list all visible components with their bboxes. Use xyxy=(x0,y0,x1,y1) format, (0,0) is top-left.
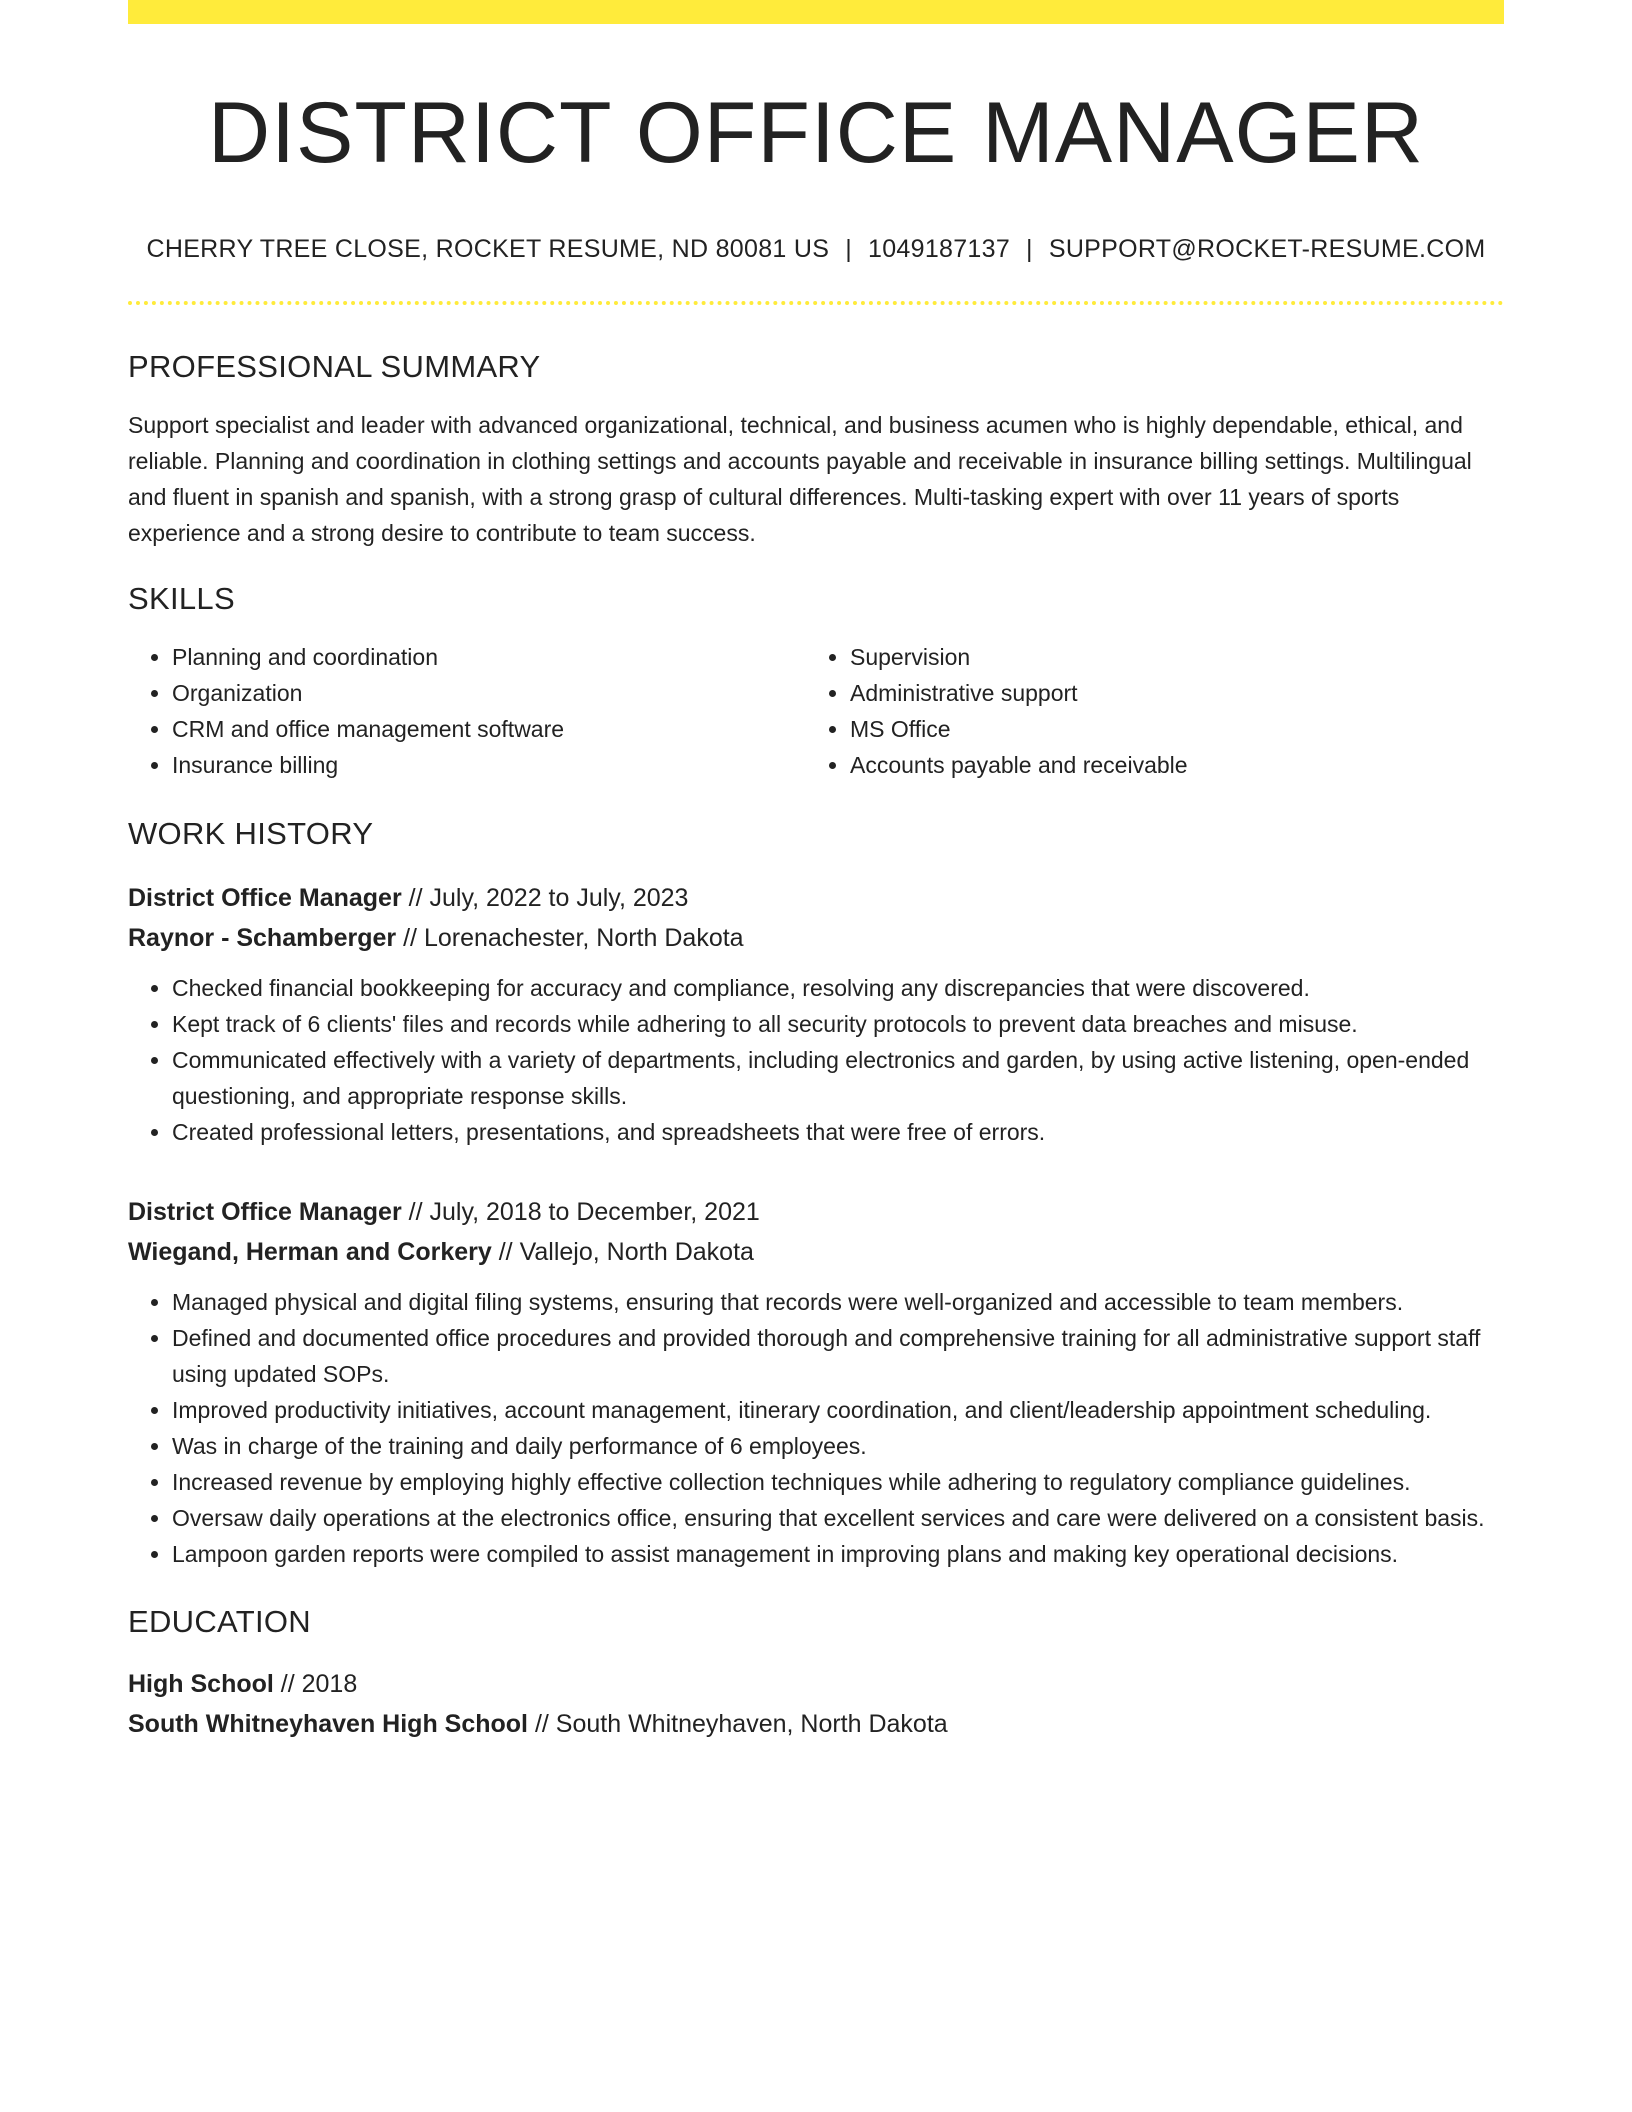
contact-phone: 1049187137 xyxy=(868,234,1011,263)
contact-separator: | xyxy=(845,234,852,263)
job-bullets xyxy=(128,970,1504,1150)
summary-text: Support specialist and leader with advanced organizational, technical, and business acumen who is highly dependable, ethical, and reliable. Planning and coordination in clothing settings and accounts payable and receivable in insurance billing settings. Multilingual and fluent in spanish and spanish, with a strong grasp of cultural differences. Multi-tasking expert with over 11 years of sports experience and a strong desire to contribute to team success. xyxy=(128,411,1472,546)
education-school: South Whitneyhaven High School xyxy=(128,1709,528,1738)
work-history-heading: WORK HISTORY xyxy=(128,815,374,851)
education-degree: High School xyxy=(128,1669,274,1698)
job-delimiter: // xyxy=(401,1197,430,1226)
skill-item: • CRM and office management software xyxy=(172,711,806,747)
job-bullet: • Was in charge of the training and daily performance of 6 employees. xyxy=(172,1428,1504,1464)
job-company: Wiegand, Herman and Corkery xyxy=(128,1237,492,1266)
job-company: Raynor - Schamberger xyxy=(128,923,397,952)
education-location: South Whitneyhaven, North Dakota xyxy=(555,1709,948,1738)
skill-item: • Insurance billing xyxy=(172,747,806,783)
skill-item: • Planning and coordination xyxy=(172,639,806,675)
job-delimiter: // xyxy=(396,923,424,952)
job-role: District Office Manager xyxy=(128,1197,402,1226)
skill-item: • MS Office xyxy=(850,711,1504,747)
education-year: 2018 xyxy=(301,1669,358,1698)
job-bullet: • Increased revenue by employing highly effective collection techniques while adhering to regulatory compliance guidelines. xyxy=(172,1464,1504,1500)
skill-item: • Accounts payable and receivable xyxy=(850,747,1504,783)
job-bullet: • Communicated effectively with a variety of departments, including electronics and garden, by using active listening, open-ended questioning, and appropriate response skills. xyxy=(172,1042,1504,1114)
dotted-divider xyxy=(128,301,1504,305)
education-heading: EDUCATION xyxy=(128,1603,311,1639)
skills-list xyxy=(128,639,1504,783)
job-location: Lorenachester, North Dakota xyxy=(423,923,744,952)
job-location: Vallejo, North Dakota xyxy=(519,1237,754,1266)
contact-address: CHERRY TREE CLOSE, ROCKET RESUME, ND 80081 US xyxy=(146,234,830,263)
job-delimiter: // xyxy=(491,1237,520,1266)
job-dates: July, 2022 to July, 2023 xyxy=(429,883,689,912)
job-bullet: • Managed physical and digital filing systems, ensuring that records were well-organized and accessible to team members. xyxy=(172,1284,1504,1320)
job-role-line xyxy=(128,1192,1504,1232)
job-role: District Office Manager xyxy=(128,883,402,912)
resume-page xyxy=(128,0,1504,1744)
education-delimiter: // xyxy=(273,1669,302,1698)
job-bullet: • Improved productivity initiatives, account management, itinerary coordination, and client/leadership appointment scheduling. xyxy=(172,1392,1504,1428)
skill-item: • Organization xyxy=(172,675,806,711)
contact-email: SUPPORT@ROCKET-RESUME.COM xyxy=(1048,234,1486,263)
education-entry xyxy=(128,1664,1504,1744)
skills-column-right xyxy=(806,639,1504,783)
job-role-line xyxy=(128,878,1504,918)
education-delimiter: // xyxy=(528,1709,556,1738)
job-company-line xyxy=(128,1232,1504,1272)
skills-column-left xyxy=(128,639,806,783)
education-degree-line xyxy=(128,1664,1504,1704)
contact-separator: | xyxy=(1026,234,1033,263)
job-entry xyxy=(128,1192,1504,1572)
job-bullet: • Kept track of 6 clients' files and records while adhering to all security protocols to prevent data breaches and misuse. xyxy=(172,1006,1504,1042)
job-bullet: • Oversaw daily operations at the electronics office, ensuring that excellent services and care were delivered on a consistent basis. xyxy=(172,1500,1504,1536)
education-school-line xyxy=(128,1704,1504,1744)
skill-item: • Administrative support xyxy=(850,675,1504,711)
job-delimiter: // xyxy=(401,883,430,912)
job-bullet: • Created professional letters, presentations, and spreadsheets that were free of errors. xyxy=(172,1114,1504,1150)
job-bullet: • Lampoon garden reports were compiled to assist management in improving plans and making key operational decisions. xyxy=(172,1536,1504,1572)
job-bullet: • Defined and documented office procedures and provided thorough and comprehensive training for all administrative support staff using updated SOPs. xyxy=(172,1320,1504,1392)
summary-heading: PROFESSIONAL SUMMARY xyxy=(128,348,541,384)
job-bullet: • Checked financial bookkeeping for accuracy and compliance, resolving any discrepancies that were discovered. xyxy=(172,970,1504,1006)
skill-item: • Supervision xyxy=(850,639,1504,675)
job-entry xyxy=(128,878,1504,1150)
job-bullets xyxy=(128,1284,1504,1572)
skills-heading: SKILLS xyxy=(128,580,235,616)
contact-line xyxy=(128,235,1504,264)
job-dates: July, 2018 to December, 2021 xyxy=(429,1197,760,1226)
job-company-line xyxy=(128,918,1504,958)
top-accent-bar xyxy=(128,0,1504,24)
candidate-title: DISTRICT OFFICE MANAGER xyxy=(208,85,1424,181)
